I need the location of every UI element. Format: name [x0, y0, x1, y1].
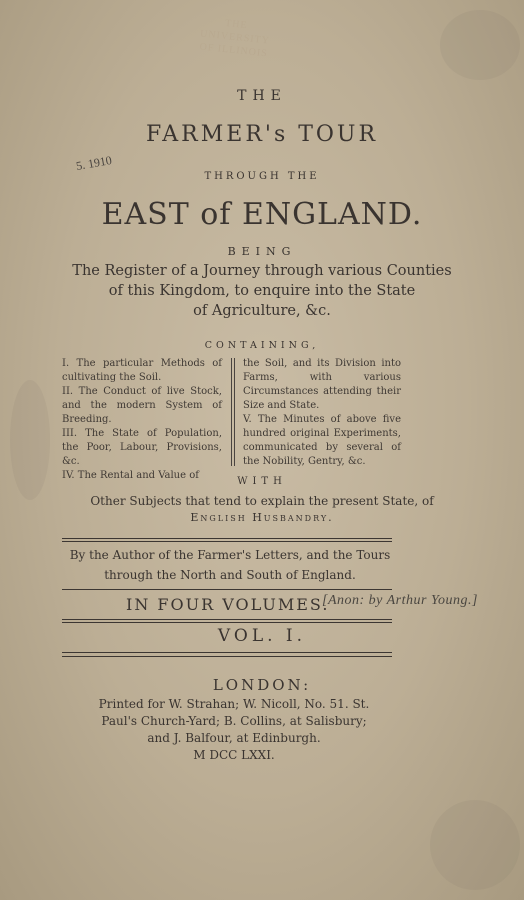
subtitle-line: of this Kingdom, to enquire into the State [108, 283, 416, 299]
pencil-annotation-shelfmark: 5. 1910 [74, 152, 113, 174]
containing-label: CONTAINING, [204, 340, 320, 351]
contents-right-column [243, 357, 401, 469]
imprint-line: Paul's Church-Yard; B. Collins, at Salisbury; [101, 714, 367, 728]
stamp-line: OF ILLINOIS [199, 41, 269, 60]
imprint-line: and J. Balfour, at Edinburgh. [147, 731, 321, 745]
title-region: EAST of ENGLAND. [101, 197, 423, 232]
title-the: THE [237, 88, 287, 104]
rule [62, 538, 392, 539]
column-divider [234, 358, 235, 466]
rule [62, 589, 392, 590]
volume-number: VOL. I. [217, 626, 307, 646]
imprint-date: M DCC LXXI. [193, 748, 275, 762]
contents-item: III. The State of Population, the Poor, Labour, Provisions, &c. [62, 428, 222, 467]
column-divider [231, 358, 232, 466]
author-line: By the Author of the Farmer's Letters, and the Tours through the North and South of England. [69, 548, 391, 582]
volumes-label: IN FOUR VOLUMES. [126, 595, 330, 614]
contents-item: V. The Minutes of above five hundred original Experiments, communicated by several of the Nobility, Gentry, &c. [243, 414, 401, 467]
rule [62, 656, 392, 657]
pencil-annotation-author: [Anon: by Arthur Young.] [322, 593, 478, 608]
being-label: BEING [227, 245, 297, 258]
contents-item: the Soil, and its Division into Farms, with various Circumstances attending their Size and State. [243, 358, 401, 411]
library-stamp [178, 12, 291, 62]
stamp-line: UNIVERSITY [199, 28, 271, 47]
paper-stain [440, 10, 520, 80]
subtitle-line: of Agriculture, &c. [193, 303, 331, 319]
stamp-line: THE [224, 17, 249, 32]
subtitle-line: The Register of a Journey through various Counties [72, 263, 452, 279]
other-subjects-line: English Husbandry. [190, 511, 334, 524]
rule [62, 622, 392, 623]
paper-stain [430, 800, 520, 890]
contents-item: II. The Conduct of live Stock, and the modern System of Breeding. [62, 386, 222, 425]
contents-left-column [62, 357, 222, 483]
imprint-city: LONDON: [212, 676, 312, 694]
with-label: WITH [237, 476, 287, 487]
contents-item: I. The particular Methods of cultivating the Soil. [62, 358, 222, 383]
imprint-line: Printed for W. Strahan; W. Nicoll, No. 51. St. [98, 697, 370, 711]
other-subjects-line: Other Subjects that tend to explain the present State, of [90, 494, 434, 508]
rule [62, 619, 392, 620]
imprint-block [62, 696, 406, 764]
rule [62, 652, 392, 653]
rule [62, 541, 392, 542]
contents-item: IV. The Rental and Value of [62, 470, 199, 481]
title-through: THROUGH THE [204, 171, 320, 182]
title-main: FARMER's TOUR [145, 122, 379, 147]
